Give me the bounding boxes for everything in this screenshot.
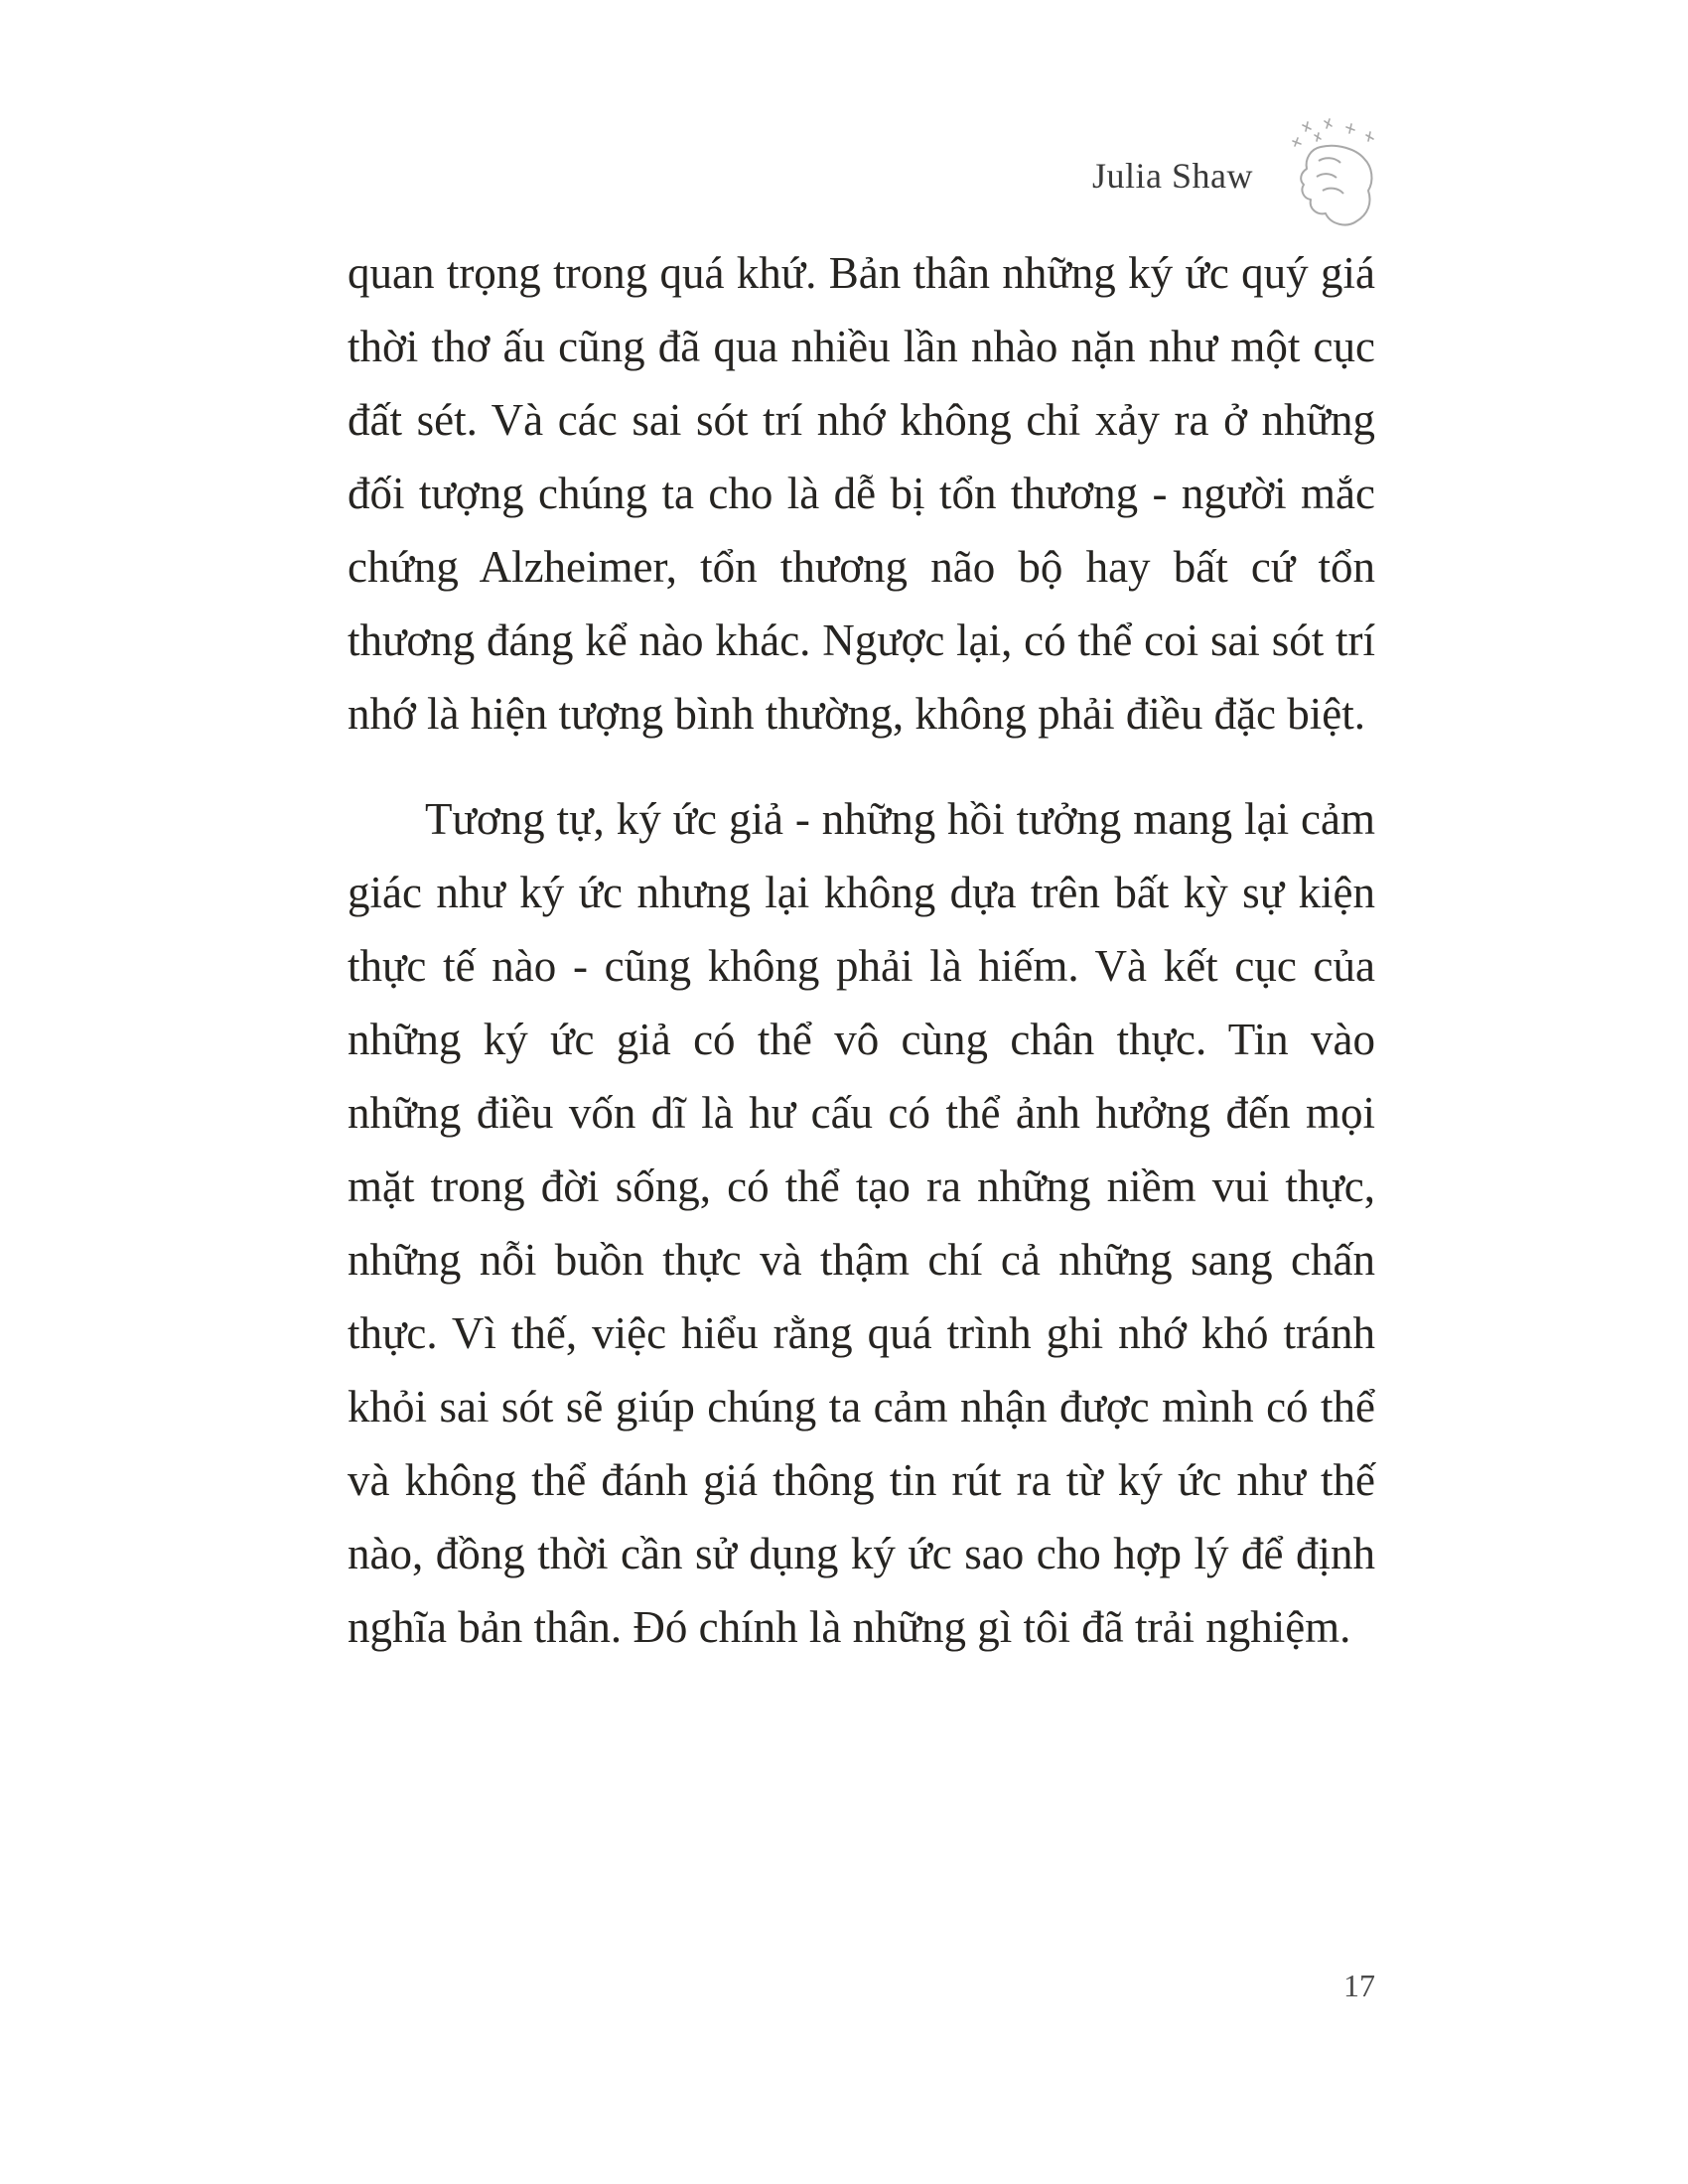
paragraph: Tương tự, ký ức giả - những hồi tưởng mang lại cảm giác như ký ức nhưng lại không dựa trên bất kỳ sự kiện thực tế nào - cũng không phải là hiếm. Và kết cục của những ký ức giả có thể vô cùng chân thực. Tin vào những điều vốn dĩ là hư cấu có thể ảnh hưởng đến mọi mặt trong đời sống, có thể tạo ra những niềm vui thực, những nỗi buồn thực và thậm chí cả những sang chấn thực. Vì thế, việc hiểu rằng quá trình ghi nhớ khó tránh khỏi sai sót sẽ giúp chúng ta cảm nhận được mình có thể và không thể đánh giá thông tin rút ra từ ký ức như thế nào, đồng thời cần sử dụng ký ức sao cho hợp lý để định nghĩa bản thân. Đó chính là những gì tôi đã trải nghiệm. [348, 794, 1375, 1652]
body-text [348, 236, 1375, 1696]
page-header [1092, 117, 1390, 234]
author-name: Julia Shaw [1092, 156, 1253, 196]
paragraph: quan trọng trong quá khứ. Bản thân những ký ức quý giá thời thơ ấu cũng đã qua nhiều lần nhào nặn như một cục đất sét. Và các sai sót trí nhớ không chỉ xảy ra ở những đối tượng chúng ta cho là dễ bị tổn thương - người mắc chứng Alzheimer, tổn thương não bộ hay bất cứ tổn thương đáng kể nào khác. Ngược lại, có thể coi sai sót trí nhớ là hiện tượng bình thường, không phải điều đặc biệt. [348, 248, 1375, 739]
head-profile-sketch-icon [1281, 117, 1390, 234]
page-number: 17 [1343, 1968, 1375, 2003]
